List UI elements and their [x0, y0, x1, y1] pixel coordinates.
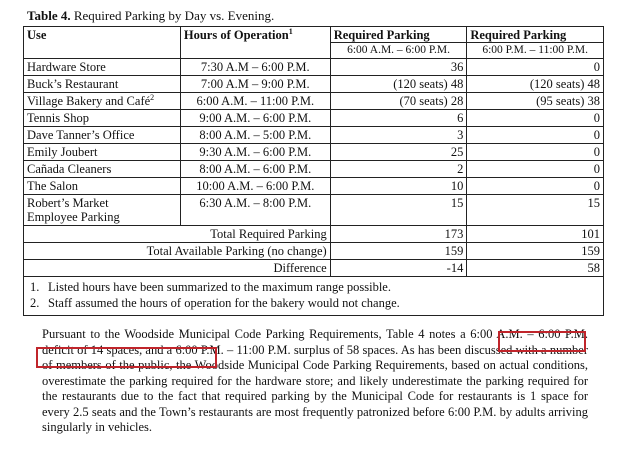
table-header-row [24, 27, 604, 43]
header-required-day: Required Parking [330, 27, 467, 43]
table-row [24, 110, 604, 127]
row-hours: 9:00 A.M. – 6:00 P.M. [180, 110, 330, 127]
footnote: 1. Listed hours have been summarized to the maximum range possible. [30, 280, 391, 294]
row-evening-parking: 0 [467, 144, 604, 161]
total-evening: 159 [467, 243, 604, 260]
row-hours: 6:00 A.M. – 11:00 P.M. [180, 93, 330, 110]
table-caption-label: Table 4. [27, 8, 71, 23]
row-day-parking: 25 [330, 144, 467, 161]
header-hours: Hours of Operation$^1$ [180, 27, 330, 59]
row-evening-parking: (120 seats) 48 [467, 76, 604, 93]
row-hours: 8:00 A.M. – 5:00 P.M. [180, 127, 330, 144]
row-evening-parking: 0 [467, 127, 604, 144]
total-row [24, 226, 604, 243]
total-label: Total Available Parking (no change) [24, 243, 331, 260]
row-day-parking: (70 seats) 28 [330, 93, 467, 110]
row-day-parking: 3 [330, 127, 467, 144]
row-use: Village Bakery and Café$^2$ [24, 93, 181, 110]
row-hours: 7:00 A.M – 9:00 P.M. [180, 76, 330, 93]
row-hours: 9:30 A.M. – 6:00 P.M. [180, 144, 330, 161]
table-row [24, 178, 604, 195]
total-label: Difference [24, 260, 331, 277]
total-row [24, 260, 604, 277]
paragraph-text-end: , and a 6:00 P.M. – 11:00 P.M. surplus of 58 spaces. As has been discussed with a number of members of the public, the Woodside Municipal Code Parking Requirements, based on actual conditions, overestimate the parking required for the hardware store; and likely underestimate the parking required for the restaurants due to the fact that required parking by the Municipal Code for restaurants is 1 space for every 2.5 seats and the Town’s restaurants are most frequently patronized before 6:00 P.M. by adults arriving singularly in vehicles. [42, 342, 588, 434]
table-notes [24, 277, 604, 316]
table-caption-text: Required Parking by Day vs. Evening. [70, 8, 275, 23]
total-day: 173 [330, 226, 467, 243]
table-row [24, 93, 604, 110]
table-row [24, 76, 604, 93]
total-row [24, 243, 604, 260]
row-evening-parking: 0 [467, 110, 604, 127]
table-caption [27, 8, 274, 24]
row-day-parking: 2 [330, 161, 467, 178]
row-evening-parking: 0 [467, 59, 604, 76]
header-use: Use [24, 27, 181, 59]
paragraph-text-start: Pursuant to the Woodside Municipal Code Parking Requirements, Table 4 notes a [42, 327, 471, 341]
table-row [24, 127, 604, 144]
row-use: The Salon [24, 178, 181, 195]
row-use: Tennis Shop [24, 110, 181, 127]
row-evening-parking: 0 [467, 178, 604, 195]
row-day-parking: 10 [330, 178, 467, 195]
table-row [24, 144, 604, 161]
body-paragraph [42, 327, 588, 436]
total-label: Total Required Parking [24, 226, 331, 243]
row-evening-parking: (95 seats) 38 [467, 93, 604, 110]
row-use: Robert’s Market Employee Parking [24, 195, 181, 226]
row-day-parking: 6 [330, 110, 467, 127]
row-use: Buck’s Restaurant [24, 76, 181, 93]
row-evening-parking: 15 [467, 195, 604, 226]
row-hours: 8:00 A.M. – 6:00 P.M. [180, 161, 330, 178]
row-use: Emily Joubert [24, 144, 181, 161]
parking-table [23, 26, 604, 316]
row-hours: 7:30 A.M – 6:00 P.M. [180, 59, 330, 76]
table-row [24, 59, 604, 76]
total-evening: 101 [467, 226, 604, 243]
row-day-parking: 36 [330, 59, 467, 76]
header-required-evening: Required Parking [467, 27, 604, 43]
total-day: 159 [330, 243, 467, 260]
row-hours: 10:00 A.M. – 6:00 P.M. [180, 178, 330, 195]
row-day-parking: 15 [330, 195, 467, 226]
table-row [24, 161, 604, 178]
header-day-range: 6:00 A.M. – 6:00 P.M. [330, 43, 467, 59]
row-use: Dave Tanner’s Office [24, 127, 181, 144]
table-row [24, 195, 604, 226]
row-day-parking: (120 seats) 48 [330, 76, 467, 93]
footnote: 2. Staff assumed the hours of operation for the bakery would not change. [30, 296, 400, 310]
row-use: Cañada Cleaners [24, 161, 181, 178]
total-evening: 58 [467, 260, 604, 277]
row-use: Hardware Store [24, 59, 181, 76]
highlighted-phrase: 6:00 A.M. – 6:00 P.M. deficit of 14 spaces [42, 327, 588, 357]
header-evening-range: 6:00 P.M. – 11:00 P.M. [467, 43, 604, 59]
row-evening-parking: 0 [467, 161, 604, 178]
notes-row [24, 277, 604, 316]
total-day: -14 [330, 260, 467, 277]
row-hours: 6:30 A.M. – 8:00 P.M. [180, 195, 330, 226]
